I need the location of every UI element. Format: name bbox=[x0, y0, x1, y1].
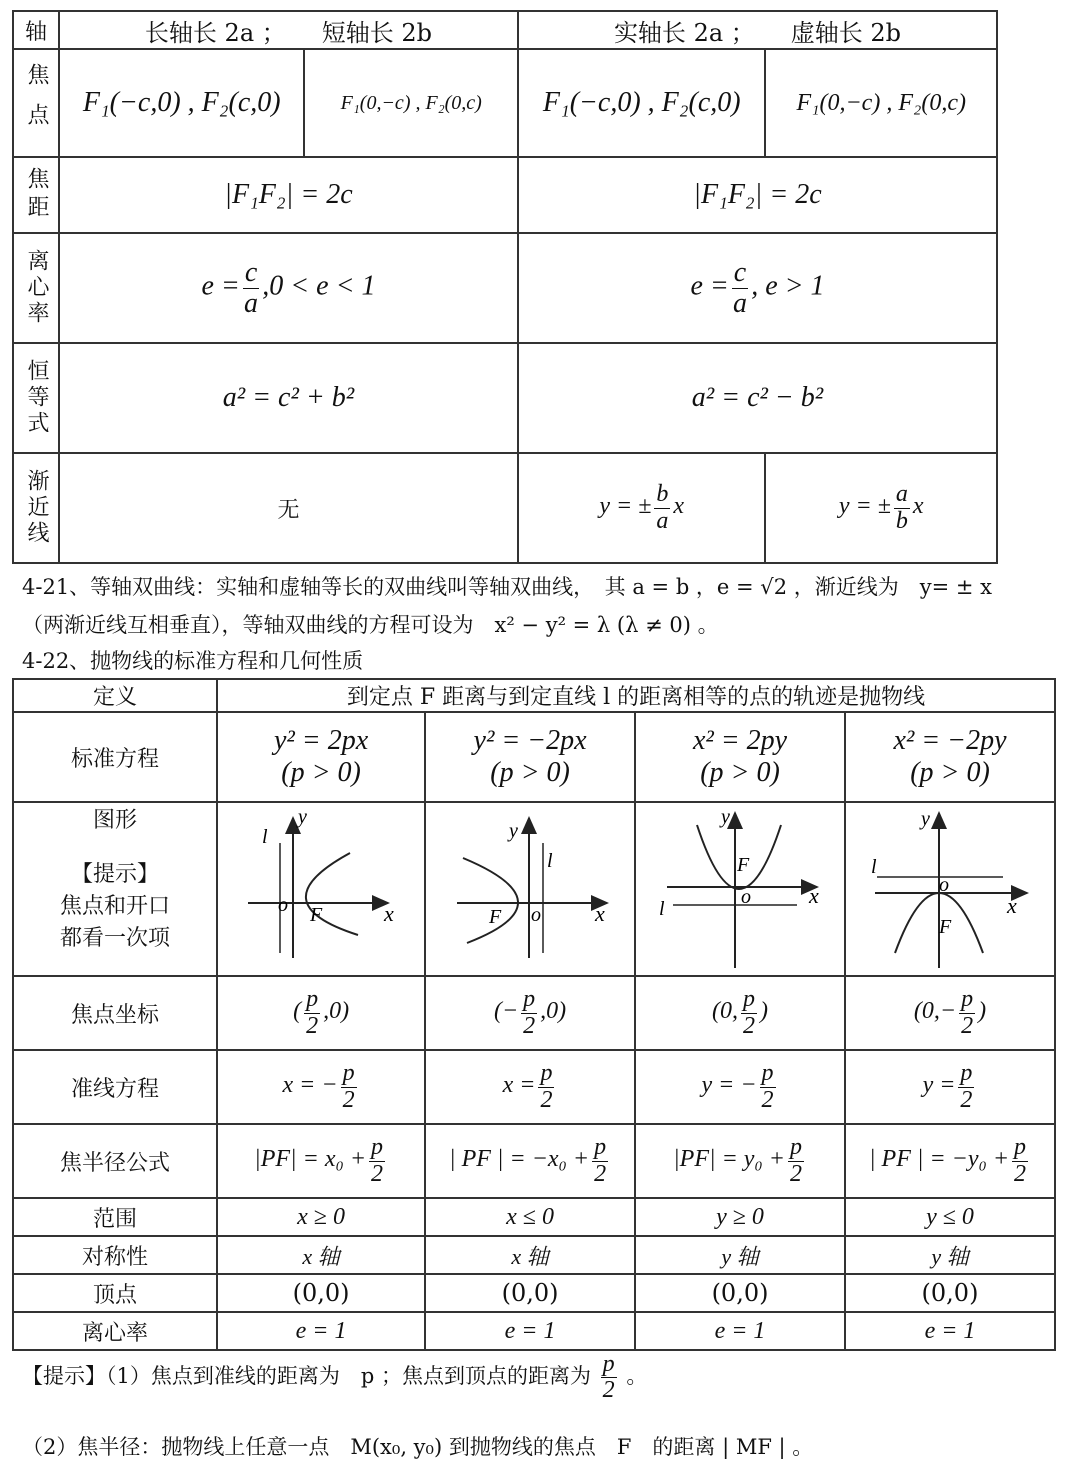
identity-row bbox=[13, 343, 997, 453]
directrix-label: l bbox=[659, 898, 665, 920]
prefix: y = bbox=[922, 1072, 956, 1099]
symmetry-1: x 轴 bbox=[217, 1236, 425, 1274]
graph-down-open bbox=[845, 802, 1055, 976]
directrix-4 bbox=[845, 1050, 1055, 1124]
numerator: p bbox=[743, 986, 756, 1013]
definition-label: 定义 bbox=[13, 679, 217, 712]
range-1: x ≥ 0 bbox=[217, 1198, 425, 1236]
condition: (p > 0) bbox=[490, 757, 570, 788]
numerator: p bbox=[523, 986, 536, 1013]
hyperbola-axis: 实轴长 2a ； 虚轴长 2b bbox=[518, 11, 997, 49]
p-over-2 bbox=[788, 1135, 804, 1186]
focus-coord-label: 焦点坐标 bbox=[13, 976, 217, 1050]
hint-2: （2）焦半径：抛物线上任意一点 M(x₀, y₀) 到抛物线的焦点 F 的距离 | MF | 。 bbox=[22, 1435, 814, 1459]
prefix: | PF | = −x₀ + bbox=[448, 1146, 590, 1173]
ellipse-foci-x: F₁(−c,0) , F₂(c,0) bbox=[59, 49, 305, 157]
hint-1-end: 。 bbox=[626, 1364, 648, 1389]
ellipse-ecc-range: ,0 < e < 1 bbox=[262, 270, 376, 302]
numerator: p bbox=[602, 1351, 615, 1377]
para-4-21-line2: （两渐近线互相垂直），等轴双曲线的方程可设为 x² − y² = λ (λ ≠ 0) 。 bbox=[22, 613, 719, 637]
symmetry-3: y 轴 bbox=[635, 1236, 845, 1274]
denominator: 2 bbox=[761, 1086, 774, 1113]
numerator: p bbox=[371, 1134, 384, 1161]
equation: x² = −2py bbox=[893, 725, 1007, 756]
standard-row bbox=[13, 712, 1055, 802]
focus-coord-row bbox=[13, 976, 1055, 1050]
var-x: x bbox=[912, 493, 924, 520]
origin-label: o bbox=[939, 874, 949, 896]
graph-right-open bbox=[217, 802, 425, 976]
ellipse-identity: a² = c² + b² bbox=[59, 343, 518, 453]
asymptote-row bbox=[13, 453, 997, 563]
asymptote-label: 渐近线 bbox=[13, 453, 59, 563]
p-over-2 bbox=[741, 987, 757, 1038]
graph-left-open bbox=[425, 802, 635, 976]
symmetry-4: y 轴 bbox=[845, 1236, 1055, 1274]
numerator: p bbox=[1014, 1134, 1027, 1161]
vertex-1: (0,0) bbox=[217, 1274, 425, 1312]
parabola-properties-table bbox=[12, 678, 1056, 1351]
numerator: c bbox=[244, 257, 258, 289]
directrix-label: l bbox=[547, 850, 553, 872]
p-over-2 bbox=[601, 1352, 617, 1403]
std-eq-1 bbox=[217, 712, 425, 802]
definition-text: 到定点 F 距离与到定直线 l 的距离相等的点的轨迹是抛物线 bbox=[217, 679, 1055, 712]
x-label: x bbox=[809, 883, 819, 908]
focus-label: 焦点 bbox=[13, 49, 59, 157]
denominator: a bbox=[244, 287, 259, 319]
x-label: x bbox=[1007, 893, 1017, 918]
p-over-2 bbox=[341, 1061, 357, 1112]
y-label: y bbox=[298, 806, 307, 828]
p-over-2 bbox=[521, 987, 537, 1038]
c-over-a bbox=[243, 258, 259, 318]
prefix: x = − bbox=[282, 1072, 338, 1099]
p-over-2 bbox=[958, 1061, 974, 1112]
focus-coord-3 bbox=[635, 976, 845, 1050]
var-x: x bbox=[673, 493, 685, 520]
denominator: 2 bbox=[602, 1377, 615, 1404]
eccentricity-row bbox=[13, 233, 997, 343]
para-4-22-title: 4-22、抛物线的标准方程和几何性质 bbox=[22, 649, 364, 673]
prefix: |PF| = x₀ + bbox=[254, 1146, 367, 1173]
parabola-right-graph bbox=[218, 803, 424, 971]
axis-label: 轴 bbox=[13, 11, 59, 49]
focal-radius-label: 焦半径公式 bbox=[13, 1124, 217, 1198]
prefix: y = − bbox=[701, 1072, 757, 1099]
parabola-up-graph bbox=[637, 803, 843, 971]
hyperbola-asymptote-y bbox=[765, 453, 997, 563]
denominator: 2 bbox=[1014, 1160, 1027, 1187]
prefix: (0, bbox=[712, 998, 739, 1025]
denominator: 2 bbox=[960, 1086, 973, 1113]
directrix-label: l bbox=[262, 826, 268, 848]
c-over-a bbox=[732, 258, 748, 318]
graph-hint-title: 【提示】 bbox=[71, 862, 160, 887]
parabola-down-graph bbox=[847, 803, 1053, 971]
focal-radius-3 bbox=[635, 1124, 845, 1198]
origin-label: o bbox=[278, 894, 289, 916]
hint-1 bbox=[22, 1352, 647, 1403]
eccentricity-row-2 bbox=[13, 1312, 1055, 1350]
numerator: p bbox=[960, 1060, 973, 1087]
focus-label: F bbox=[310, 904, 323, 926]
p-over-2 bbox=[592, 1135, 608, 1186]
range-3: y ≥ 0 bbox=[635, 1198, 845, 1236]
directrix-label: l bbox=[871, 856, 877, 878]
condition: (p > 0) bbox=[910, 757, 990, 788]
numerator: a bbox=[895, 481, 908, 508]
ecc-4: e = 1 bbox=[845, 1312, 1055, 1350]
numerator: p bbox=[342, 1060, 355, 1087]
condition: (p > 0) bbox=[700, 757, 780, 788]
directrix-1 bbox=[217, 1050, 425, 1124]
denominator: 2 bbox=[594, 1160, 607, 1187]
std-eq-3 bbox=[635, 712, 845, 802]
p-over-2 bbox=[538, 1061, 554, 1112]
origin-label: o bbox=[531, 904, 542, 926]
ellipse-foci-y: F₁(0,−c) , F₂(0,c) bbox=[304, 49, 518, 157]
std-eq-2 bbox=[425, 712, 635, 802]
hyperbola-foci-y: F₁(0,−c) , F₂(0,c) bbox=[765, 49, 997, 157]
focus-coord-4 bbox=[845, 976, 1055, 1050]
denominator: 2 bbox=[342, 1086, 355, 1113]
numerator: p bbox=[789, 1134, 802, 1161]
origin-label: o bbox=[741, 886, 752, 908]
ellipse-axis: 长轴长 2a ； 短轴长 2b bbox=[59, 11, 518, 49]
y-label: y bbox=[721, 806, 730, 828]
numerator: p bbox=[306, 986, 319, 1013]
ecc-3: e = 1 bbox=[635, 1312, 845, 1350]
prefix: (0,− bbox=[913, 998, 957, 1025]
denominator: 2 bbox=[540, 1086, 553, 1113]
denominator: a bbox=[732, 287, 747, 319]
vertex-4: (0,0) bbox=[845, 1274, 1055, 1312]
numerator: p bbox=[594, 1134, 607, 1161]
directrix-2 bbox=[425, 1050, 635, 1124]
prefix: ( bbox=[293, 998, 302, 1025]
numerator: c bbox=[733, 257, 747, 289]
equation: x² = 2py bbox=[692, 725, 788, 756]
a-over-b bbox=[894, 482, 910, 533]
prefix: |PF| = y₀ + bbox=[673, 1146, 785, 1173]
focus-row bbox=[13, 49, 997, 157]
p-over-2 bbox=[1012, 1135, 1028, 1186]
focal-distance-row bbox=[13, 157, 997, 233]
vertex-3: (0,0) bbox=[635, 1274, 845, 1312]
x-label: x bbox=[384, 901, 394, 926]
denominator: 2 bbox=[306, 1012, 319, 1039]
focus-coord-2 bbox=[425, 976, 635, 1050]
numerator: p bbox=[540, 1060, 553, 1087]
hyperbola-asymptote-x bbox=[518, 453, 765, 563]
denominator: 2 bbox=[789, 1160, 802, 1187]
focus-label: F bbox=[489, 906, 502, 928]
suffix: ,0) bbox=[540, 998, 567, 1025]
vertex-row bbox=[13, 1274, 1055, 1312]
p-over-2 bbox=[304, 987, 320, 1038]
denominator: 2 bbox=[523, 1012, 536, 1039]
denominator: 2 bbox=[743, 1012, 756, 1039]
range-label: 范围 bbox=[13, 1198, 217, 1236]
numerator: p bbox=[761, 1060, 774, 1087]
graph-up-open bbox=[635, 802, 845, 976]
focal-distance-label: 焦距 bbox=[13, 157, 59, 233]
range-2: x ≤ 0 bbox=[425, 1198, 635, 1236]
para-4-21-line1: 4-21、等轴双曲线：实轴和虚轴等长的双曲线叫等轴双曲线， 其 a = b ，e = √2 ，渐近线为 y= ± x bbox=[22, 575, 992, 599]
axis-row bbox=[13, 11, 997, 49]
symmetry-2: x 轴 bbox=[425, 1236, 635, 1274]
hyperbola-foci-x: F₁(−c,0) , F₂(c,0) bbox=[518, 49, 765, 157]
suffix: ,0) bbox=[323, 998, 350, 1025]
numerator: b bbox=[656, 481, 669, 508]
std-eq-4 bbox=[845, 712, 1055, 802]
prefix: (− bbox=[493, 998, 519, 1025]
conic-properties-table bbox=[12, 10, 998, 564]
suffix: ) bbox=[978, 998, 987, 1025]
graph-hint-line1: 焦点和开口 bbox=[60, 894, 171, 919]
graph-label: 图形 bbox=[93, 808, 138, 833]
p-over-2 bbox=[959, 987, 975, 1038]
eccentricity-label: 离心率 bbox=[13, 233, 59, 343]
ellipse-asymptote: 无 bbox=[59, 453, 518, 563]
symmetry-label: 对称性 bbox=[13, 1236, 217, 1274]
range-row bbox=[13, 1198, 1055, 1236]
focus-label: F bbox=[939, 916, 952, 938]
graph-hint-line2: 都看一次项 bbox=[60, 926, 171, 951]
numerator: p bbox=[961, 986, 974, 1013]
standard-label: 标准方程 bbox=[13, 712, 217, 802]
graph-label-cell bbox=[13, 802, 217, 976]
denominator: a bbox=[656, 507, 669, 534]
ellipse-focal-distance: |F₁F₂| = 2c bbox=[59, 157, 518, 233]
definition-row bbox=[13, 679, 1055, 712]
ecc-1: e = 1 bbox=[217, 1312, 425, 1350]
vertex-2: (0,0) bbox=[425, 1274, 635, 1312]
symmetry-row bbox=[13, 1236, 1055, 1274]
ellipse-eccentricity bbox=[59, 233, 518, 343]
hyperbola-ecc-range: , e > 1 bbox=[751, 270, 825, 302]
y-pm: y = ± bbox=[599, 493, 652, 520]
b-over-a bbox=[654, 482, 670, 533]
vertex-label: 顶点 bbox=[13, 1274, 217, 1312]
hyperbola-focal-distance: |F₁F₂| = 2c bbox=[518, 157, 997, 233]
prefix: x = bbox=[502, 1072, 536, 1099]
focus-coord-1 bbox=[217, 976, 425, 1050]
ecc-2: e = 1 bbox=[425, 1312, 635, 1350]
directrix-label: 准线方程 bbox=[13, 1050, 217, 1124]
equation: y² = −2px bbox=[473, 725, 587, 756]
denominator: 2 bbox=[961, 1012, 974, 1039]
hyperbola-eccentricity bbox=[518, 233, 997, 343]
parabola-curve bbox=[463, 858, 518, 943]
denominator: b bbox=[895, 507, 908, 534]
condition: (p > 0) bbox=[281, 757, 361, 788]
equation: y² = 2px bbox=[273, 725, 369, 756]
x-label: x bbox=[595, 901, 605, 926]
p-over-2 bbox=[369, 1135, 385, 1186]
range-4: y ≤ 0 bbox=[845, 1198, 1055, 1236]
e-eq: e = bbox=[201, 270, 240, 302]
p-over-2 bbox=[760, 1061, 776, 1112]
y-label: y bbox=[509, 820, 518, 842]
focal-radius-row bbox=[13, 1124, 1055, 1198]
hint-1-text: 【提示】（1）焦点到准线的距离为 p ；焦点到顶点的距离为 bbox=[22, 1364, 591, 1389]
hyperbola-identity: a² = c² − b² bbox=[518, 343, 997, 453]
focal-radius-1 bbox=[217, 1124, 425, 1198]
directrix-3 bbox=[635, 1050, 845, 1124]
graph-row bbox=[13, 802, 1055, 976]
prefix: | PF | = −y₀ + bbox=[868, 1146, 1010, 1173]
focal-radius-4 bbox=[845, 1124, 1055, 1198]
e-eq: e = bbox=[690, 270, 729, 302]
identity-label: 恒等式 bbox=[13, 343, 59, 453]
focus-label: F bbox=[737, 854, 750, 876]
y-pm: y = ± bbox=[838, 493, 891, 520]
ecc-label: 离心率 bbox=[13, 1312, 217, 1350]
suffix: ) bbox=[760, 998, 769, 1025]
focal-radius-2 bbox=[425, 1124, 635, 1198]
directrix-row bbox=[13, 1050, 1055, 1124]
denominator: 2 bbox=[371, 1160, 384, 1187]
y-label: y bbox=[921, 808, 930, 830]
parabola-left-graph bbox=[427, 803, 633, 971]
